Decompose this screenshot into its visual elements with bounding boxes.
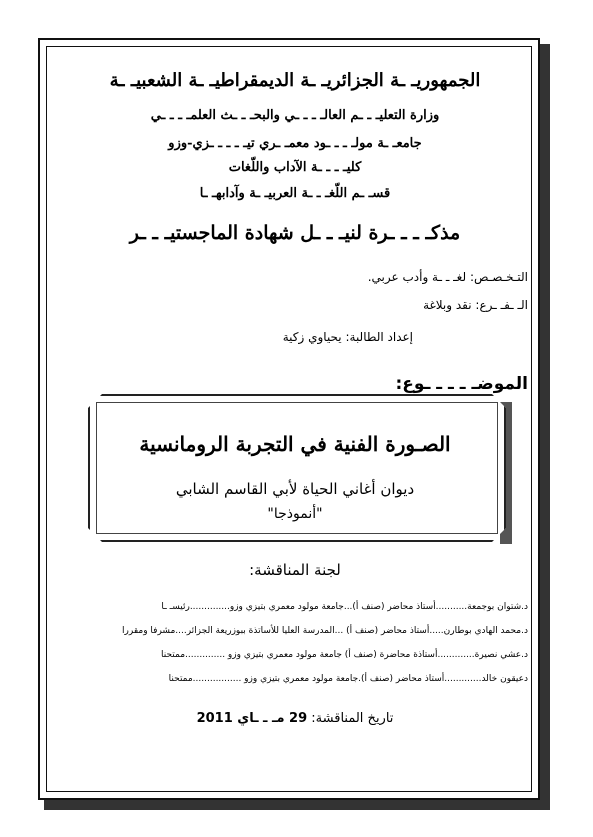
ministry-heading: وزارة التعليـ ـ ـم العالـ ـ ـ ـي والبحـ ـ ـث العلمـ ـ ـ ـي	[150, 108, 440, 123]
specialty-value: لغـ ـ ـة وأدب عربي.	[367, 270, 467, 284]
defense-date-label: تاريخ المناقشة:	[311, 711, 394, 726]
department-heading: قسـ ـم اللّغـ ـ ـة العربيـ ـة وآدابهـ ـا	[199, 186, 391, 201]
committee-member: د.شتوان بوجمعة...........أستاذ محاضر (صنف أ)...جامعة مولود معمري بتيزي وزو..............رئيسـ ـا	[161, 602, 528, 612]
topic-label: الموضـ ـ ـ ـ ـوع:	[395, 374, 528, 394]
branch-value: نقد وبلاغة	[423, 298, 472, 312]
page-shadow-bottom	[44, 800, 550, 810]
prepared-by: إعداد الطالبة: يحياوي زكية	[282, 330, 413, 344]
faculty-heading: كليـ ـ ـ ـة الآداب واللّغات	[228, 160, 362, 175]
committee-member: د.محمد الهادي بوطارن.....أستاذ محاضر (صنف أ) ...المدرسة العليا للأساتذة ببوزريعة الجزائر....مشرفا ومقررا	[122, 626, 528, 636]
thesis-title: الصـورة الفنية في التجربة الرومانسية	[139, 432, 451, 456]
republic-heading: الجمهوريـ ـة الجزائريـ ـة الديمقراطيـ ـة الشعبيـ ـة	[109, 70, 481, 91]
thesis-subtitle: ديوان أغاني الحياة لأبي القاسم الشابي	[175, 480, 415, 498]
branch-label: الـ ـفـ ـرع:	[475, 298, 528, 312]
thesis-heading: مذكـ ـ ـ ـرة لنيـ ـ ـل شهادة الماجستيـ ـ ـر	[129, 222, 461, 244]
branch-line	[423, 298, 528, 312]
defense-date	[60, 711, 530, 726]
page-shadow-right	[540, 44, 550, 806]
thesis-model: "أنموذجا"	[267, 506, 323, 522]
committee-member: د.عشي نصيرة.............أستاذة محاضرة (صنف أ) جامعة مولود معمري بتيزي وزو ..............ممتحنا	[161, 650, 528, 660]
specialty-label: التـخـصـص:	[469, 270, 528, 284]
defense-date-value: 29 مـ ـ ـاي 2011	[196, 711, 308, 726]
committee-label: لجنة المناقشة:	[249, 561, 341, 579]
committee-member: دعيقون خالد.............أستاذ محاضر (صنف أ).جامعة مولود معمري بتيزي وزو .................ممتحنا	[168, 674, 528, 684]
university-heading: جامعـ ـة مولـ ـ ـ ـود معمـ ـري تيـ ـ ـ ـ ـزي-وزو	[168, 136, 422, 151]
specialty-line	[368, 270, 528, 284]
